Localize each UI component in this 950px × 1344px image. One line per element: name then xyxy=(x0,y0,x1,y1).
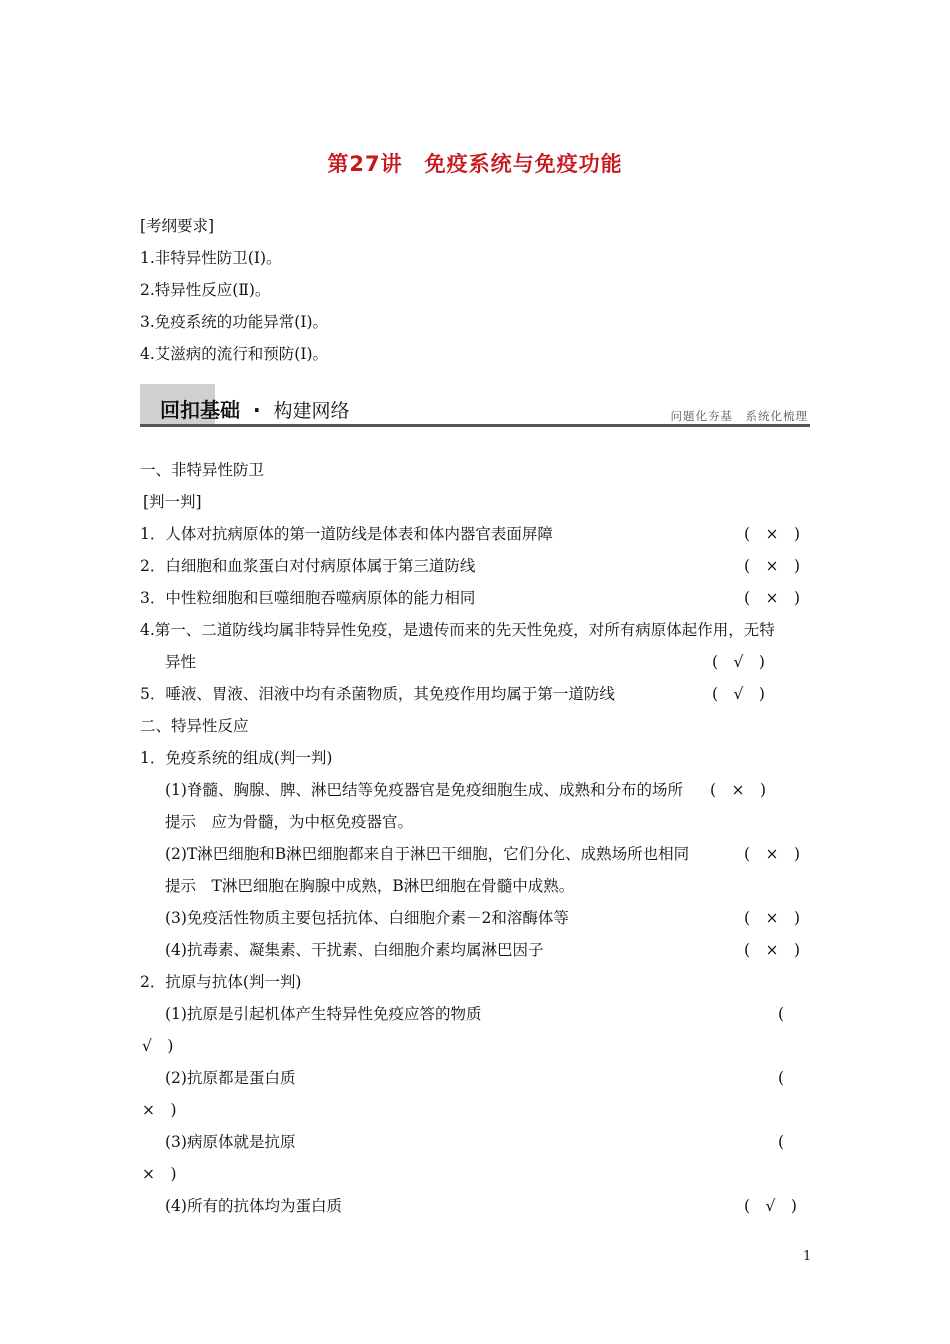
judge-item: (2)T淋巴细胞和B淋巴细胞都来自于淋巴干细胞，它们分化、成熟场所也相同 xyxy=(165,845,690,863)
banner-title xyxy=(160,394,350,423)
judge-mark: ( √ ) xyxy=(744,1197,797,1215)
judge-item: 3．中性粒细胞和巨噬细胞吞噬病原体的能力相同 xyxy=(140,589,476,607)
judge-mark-open: ( xyxy=(778,1005,785,1023)
page-number: 1 xyxy=(803,1249,812,1264)
judge-mark-close: × ) xyxy=(142,1101,177,1119)
banner-tagline: 问题化夯基 系统化梳理 xyxy=(670,409,808,423)
requirements-heading: [考纲要求] xyxy=(140,217,215,235)
part1-heading: 1．免疫系统的组成(判一判) xyxy=(140,749,333,767)
section-banner xyxy=(140,384,810,428)
hint-text: 提示 应为骨髓，为中枢免疫器官。 xyxy=(165,813,414,831)
judge-mark: ( × ) xyxy=(710,781,767,799)
judge-mark: ( √ ) xyxy=(712,685,765,703)
judge-item: (2)抗原都是蛋白质 xyxy=(165,1069,296,1087)
judge-mark: ( × ) xyxy=(744,589,801,607)
judge-item: 1．人体对抗病原体的第一道防线是体表和体内器官表面屏障 xyxy=(140,525,553,543)
judge-mark: ( × ) xyxy=(744,557,801,575)
judge-item: 2．白细胞和血浆蛋白对付病原体属于第三道防线 xyxy=(140,557,476,575)
banner-dot: · xyxy=(252,398,261,422)
judge-mark: ( × ) xyxy=(744,845,801,863)
part2-heading: 2．抗原与抗体(判一判) xyxy=(140,973,302,991)
section2-heading: 二、特异性反应 xyxy=(140,717,249,735)
section1-heading: 一、非特异性防卫 xyxy=(140,461,265,479)
judge-mark: ( √ ) xyxy=(712,653,765,671)
judge-mark-close: × ) xyxy=(142,1165,177,1183)
judge-mark-open: ( xyxy=(778,1133,785,1151)
judge-item: (3)病原体就是抗原 xyxy=(165,1133,296,1151)
judge-item: (1)脊髓、胸腺、脾、淋巴结等免疫器官是免疫细胞生成、成熟和分布的场所 xyxy=(165,781,683,799)
judge-item: (4)抗毒素、凝集素、干扰素、白细胞介素均属淋巴因子 xyxy=(165,941,544,959)
page-title: 第27讲 免疫系统与免疫功能 xyxy=(327,152,623,176)
requirement-item: 3.免疫系统的功能异常(Ⅰ)。 xyxy=(140,313,329,331)
hint-text: 提示 T淋巴细胞在胸腺中成熟，B淋巴细胞在骨髓中成熟。 xyxy=(165,877,575,895)
section1-subheading: [判一判] xyxy=(143,493,202,511)
judge-mark: ( × ) xyxy=(744,525,801,543)
judge-item: (1)抗原是引起机体产生特异性免疫应答的物质 xyxy=(165,1005,482,1023)
banner-rule xyxy=(140,424,810,427)
judge-mark: ( × ) xyxy=(744,941,801,959)
banner-sub: 构建网络 xyxy=(273,400,350,422)
judge-item: (4)所有的抗体均为蛋白质 xyxy=(165,1197,342,1215)
judge-item: (3)免疫活性物质主要包括抗体、白细胞介素－2和溶酶体等 xyxy=(165,909,569,927)
requirement-item: 1.非特异性防卫(Ⅰ)。 xyxy=(140,249,282,267)
judge-item-continued: 异性 xyxy=(165,653,197,671)
banner-main: 回扣基础 xyxy=(160,398,240,422)
judge-mark: ( × ) xyxy=(744,909,801,927)
judge-item: 4.第一、二道防线均属非特异性免疫，是遗传而来的先天性免疫，对所有病原体起作用，无特 xyxy=(140,621,775,639)
judge-mark-close: √ ) xyxy=(142,1037,174,1055)
requirement-item: 4.艾滋病的流行和预防(Ⅰ)。 xyxy=(140,345,329,363)
judge-item: 5．唾液、胃液、泪液中均有杀菌物质，其免疫作用均属于第一道防线 xyxy=(140,685,615,703)
judge-mark-open: ( xyxy=(778,1069,785,1087)
requirement-item: 2.特异性反应(Ⅱ)。 xyxy=(140,281,271,299)
